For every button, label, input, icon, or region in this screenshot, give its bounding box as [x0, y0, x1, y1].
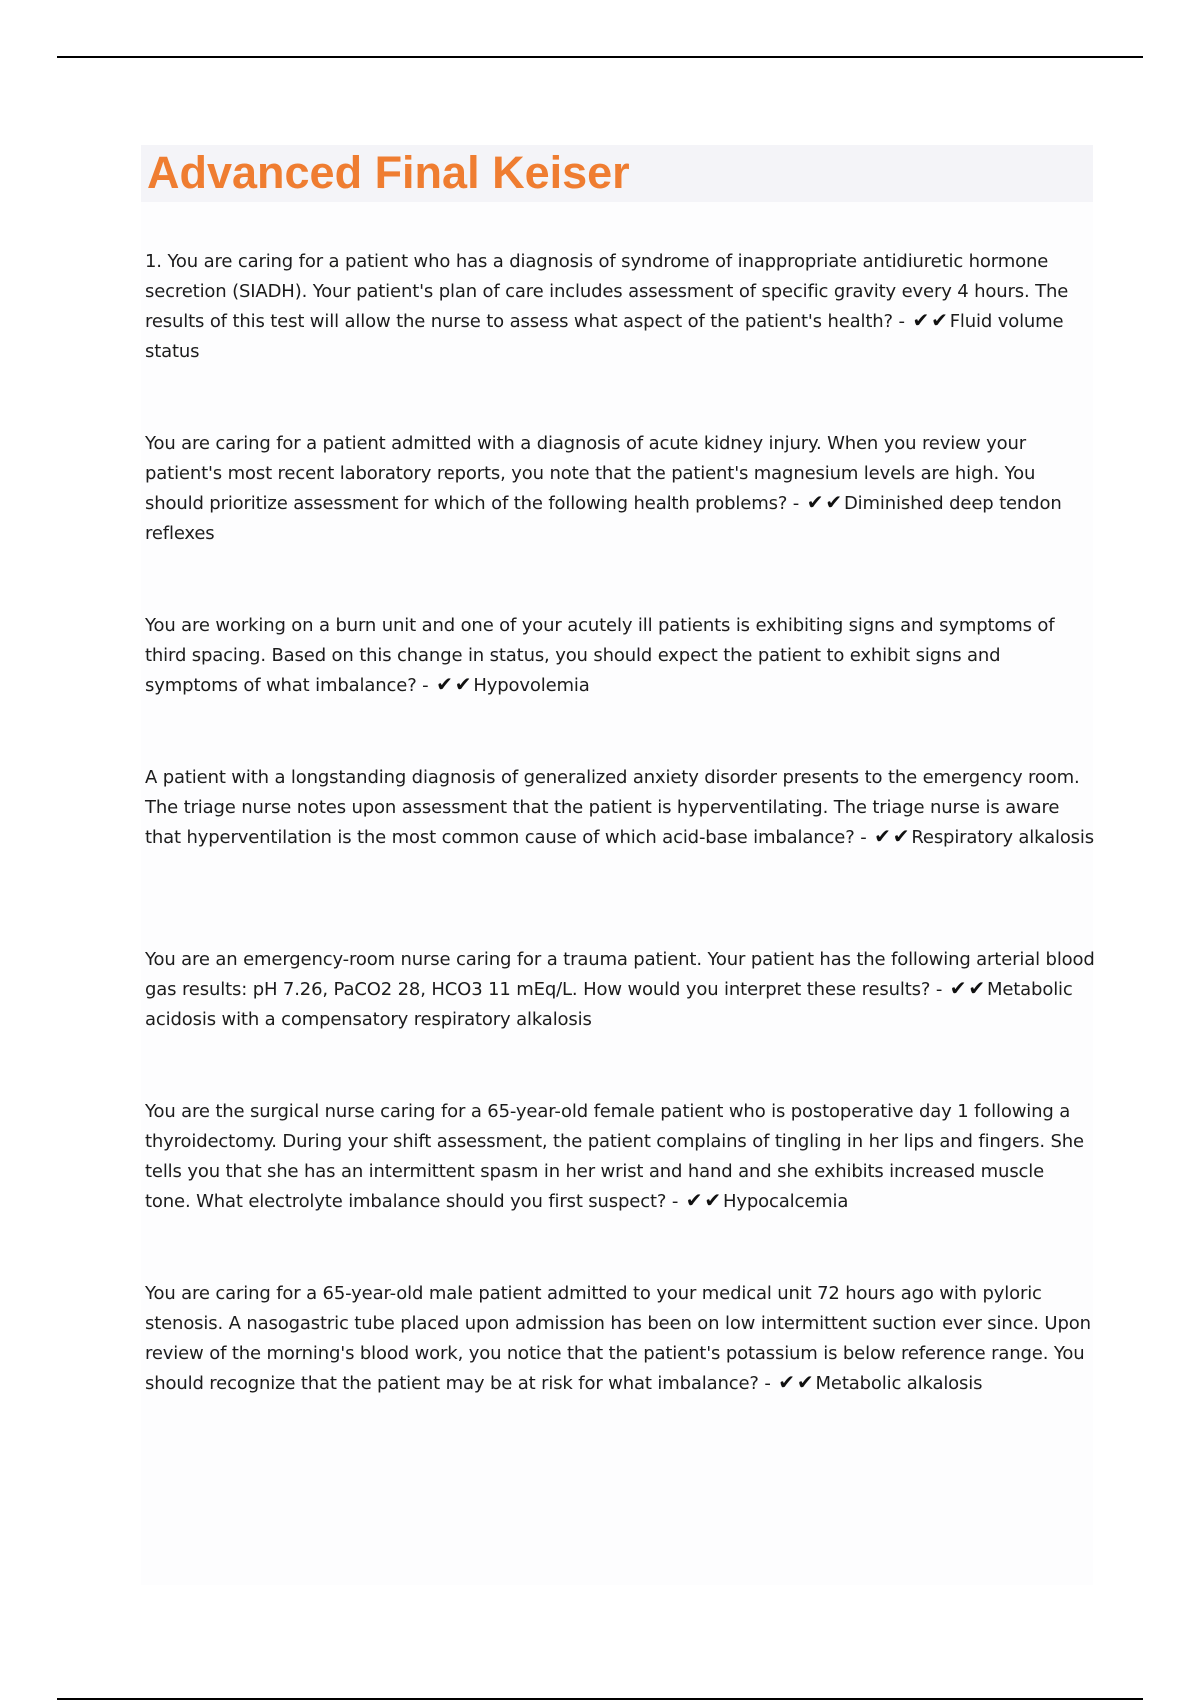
document-title: Advanced Final Keiser: [147, 147, 630, 198]
question-text: 1. You are caring for a patient who has a diagnosis of syndrome of inappropriate antidiuretic hormone secretion (SIADH). Your patient's plan of care includes assessment of specific gravity every 4 hours. The results of this test will allow the nurse to assess what aspect of the patient's health? -: [145, 251, 1069, 332]
check-icon: ✔: [825, 490, 842, 514]
answer-text: Hypocalcemia: [723, 1191, 849, 1212]
answer-text: Fluid volume status: [145, 311, 1064, 362]
check-icon: ✔: [454, 672, 472, 696]
qa-item-5: [145, 945, 1095, 1035]
question-text: You are caring for a 65-year-old male patient admitted to your medical unit 72 hours ago with pyloric stenosis. A nasogastric tube placed upon admission has been on low intermittent suction ever since. Upon review of the morning's blood work, you notice that the patient's potassium is below reference range. You should recognize that the patient may be at risk for what imbalance? -: [145, 1283, 1091, 1394]
top-rule: [57, 56, 1143, 58]
question-text: You are the surgical nurse caring for a 65-year-old female patient who is postoperative day 1 following a thyroidectomy. During your shift assessment, the patient complains of tingling in her lips and fingers. She tells you that she has an intermittent spasm in her wrist and hand and she exhibits increased muscle tone. What electrolyte imbalance should you first suspect? -: [145, 1101, 1084, 1212]
question-text: You are an emergency-room nurse caring for a trauma patient. Your patient has the following arterial blood gas results: pH 7.26, PaCO2 28, HCO3 11 mEq/L. How would you interpret these results? -: [145, 949, 1095, 1000]
check-icon: ✔: [968, 976, 985, 1000]
answer-text: Metabolic acidosis with a compensatory respiratory alkalosis: [145, 979, 1073, 1030]
question-text: A patient with a longstanding diagnosis of generalized anxiety disorder presents to the emergency room. The triage nurse notes upon assessment that the patient is hyperventilating. The triage nurse is aware that hyperventilation is the most common cause of which acid-base imbalance? -: [145, 767, 1080, 848]
check-icon: ✔: [685, 1188, 703, 1212]
check-icon: ✔: [874, 824, 891, 848]
check-icon: ✔: [912, 308, 930, 332]
check-icon: ✔: [704, 1188, 721, 1212]
qa-item-7: [145, 1279, 1095, 1399]
qa-item-1: [145, 247, 1095, 367]
qa-item-2: [145, 429, 1095, 549]
check-icon: ✔: [949, 976, 967, 1000]
answer-text: Metabolic alkalosis: [815, 1373, 983, 1394]
check-icon: ✔: [892, 824, 910, 848]
check-icon: ✔: [931, 308, 948, 332]
document-body: [141, 145, 1093, 1585]
question-text: You are caring for a patient admitted with a diagnosis of acute kidney injury. When you review your patient's most recent laboratory reports, you note that the patient's magnesium levels are high. You should prioritize assessment for which of the following health problems? -: [145, 433, 1036, 514]
check-icon: ✔: [796, 1370, 814, 1394]
qa-item-4: [145, 763, 1095, 853]
check-icon: ✔: [806, 490, 824, 514]
qa-item-6: [145, 1097, 1095, 1217]
answer-text: Hypovolemia: [473, 675, 590, 696]
check-icon: ✔: [436, 672, 453, 696]
qa-item-3: [145, 611, 1095, 701]
question-text: You are working on a burn unit and one of your acutely ill patients is exhibiting signs and symptoms of third spacing. Based on this change in status, you should expect the patient to exhibit signs and symptoms of what imbalance? -: [145, 615, 1055, 696]
answer-text: Respiratory alkalosis: [911, 827, 1094, 848]
answer-text: Diminished deep tendon reflexes: [145, 493, 1062, 544]
title-band: [141, 145, 1093, 202]
check-icon: ✔: [778, 1370, 795, 1394]
